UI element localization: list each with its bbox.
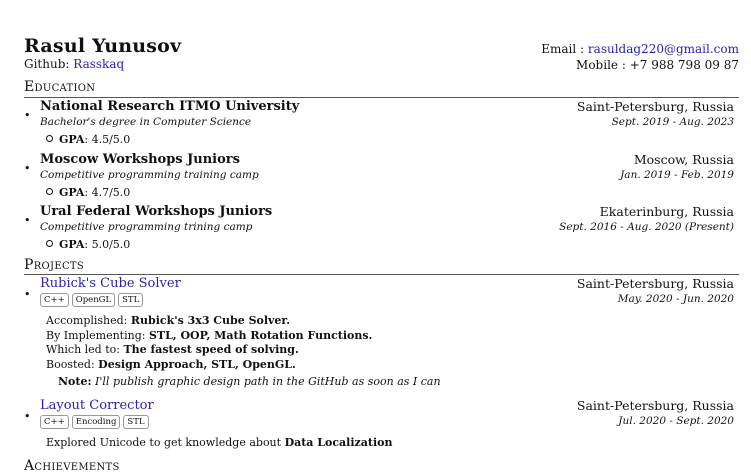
tag: C++ <box>40 293 69 307</box>
line-prefix: Which led to: <box>46 343 124 356</box>
dates: May. 2020 - Jun. 2020 <box>617 293 734 305</box>
description-line <box>46 343 372 358</box>
description-line <box>46 314 372 329</box>
circle-bullet-icon <box>46 188 53 195</box>
project-description <box>46 314 372 372</box>
institution: Ural Federal Workshops Juniors <box>40 204 273 219</box>
mobile-label: Mobile : <box>576 58 626 72</box>
candidate-name: Rasul Yunusov <box>24 35 182 57</box>
gpa-value: : 4.7/5.0 <box>84 186 131 199</box>
gpa-label: GPA <box>59 186 85 199</box>
bullet: • <box>24 214 31 227</box>
line-highlight: STL, OOP, Math Rotation Functions. <box>148 328 373 342</box>
note-text: I'll publish graphic design path in the GitHub as soon as I can <box>95 375 441 388</box>
description-line <box>46 358 372 373</box>
line-highlight: The fastest speed of solving. <box>123 343 299 356</box>
dates: Jul. 2020 - Sept. 2020 <box>618 415 734 427</box>
tag: Encoding <box>72 415 121 429</box>
mobile-number: +7 988 798 09 87 <box>629 58 739 72</box>
circle-bullet-icon <box>46 240 53 247</box>
email-line <box>541 41 739 57</box>
tag: STL <box>123 415 148 429</box>
projects-rule <box>24 274 739 275</box>
dates: Jan. 2019 - Feb. 2019 <box>620 169 734 181</box>
gpa-value: : 4.5/5.0 <box>84 133 131 146</box>
mobile-line <box>541 57 739 73</box>
location: Moscow, Russia <box>633 152 734 167</box>
line-highlight: Design Approach, STL, OpenGL. <box>98 357 296 371</box>
bullet: • <box>24 109 31 122</box>
degree: Competitive programming training camp <box>40 169 259 181</box>
location: Ekaterinburg, Russia <box>599 204 734 219</box>
gpa-label: GPA <box>59 133 85 146</box>
line-prefix: Boosted: <box>46 357 99 371</box>
achievements-heading: Achievements <box>24 458 120 474</box>
project-title-link[interactable]: Rubick's Cube Solver <box>40 276 181 291</box>
gpa-line <box>46 186 130 199</box>
tag: C++ <box>40 415 69 429</box>
education-heading: Education <box>24 79 96 95</box>
bullet: • <box>24 288 31 301</box>
project-title-link[interactable]: Layout Corrector <box>40 398 154 413</box>
degree: Competitive programming trining camp <box>40 221 253 233</box>
gpa-line <box>46 238 130 251</box>
github-label: Github: <box>24 57 70 71</box>
description-text: Explored Unicode to get knowledge about <box>46 436 285 449</box>
gpa-line <box>46 133 130 146</box>
projects-heading: Projects <box>24 257 85 273</box>
institution: Moscow Workshops Juniors <box>40 152 240 167</box>
institution: National Research ITMO University <box>40 99 300 114</box>
location: Saint-Petersburg, Russia <box>576 398 734 413</box>
gpa-label: GPA <box>59 238 85 251</box>
degree: Bachelor's degree in Computer Science <box>40 116 252 128</box>
dates: Sept. 2016 - Aug. 2020 (Present) <box>559 221 734 233</box>
note-label: Note: <box>58 375 92 388</box>
project-description <box>46 436 393 451</box>
education-rule <box>24 97 739 98</box>
location: Saint-Petersburg, Russia <box>576 99 734 114</box>
dates: Sept. 2019 - Aug. 2023 <box>611 116 734 128</box>
bullet: • <box>24 162 31 175</box>
contact-block <box>541 41 739 73</box>
email-link[interactable]: rasuldag220@gmail.com <box>587 42 739 56</box>
email-label: Email : <box>541 42 585 56</box>
github-link[interactable]: Rasskaq <box>73 57 125 71</box>
bullet: • <box>24 410 31 423</box>
tag: OpenGL <box>72 293 115 307</box>
project-note <box>58 375 441 388</box>
tag-list <box>40 415 149 429</box>
description-line <box>46 329 372 344</box>
github-line <box>24 57 124 71</box>
location: Saint-Petersburg, Russia <box>576 276 734 291</box>
line-prefix: By Implementing: <box>46 328 149 342</box>
circle-bullet-icon <box>46 135 53 142</box>
description-highlight: Data Localization <box>284 436 393 449</box>
tag: STL <box>118 293 143 307</box>
line-prefix: Accomplished: <box>46 314 131 327</box>
gpa-value: : 5.0/5.0 <box>84 238 131 251</box>
line-highlight: Rubick's 3x3 Cube Solver. <box>130 314 291 327</box>
tag-list <box>40 293 143 307</box>
